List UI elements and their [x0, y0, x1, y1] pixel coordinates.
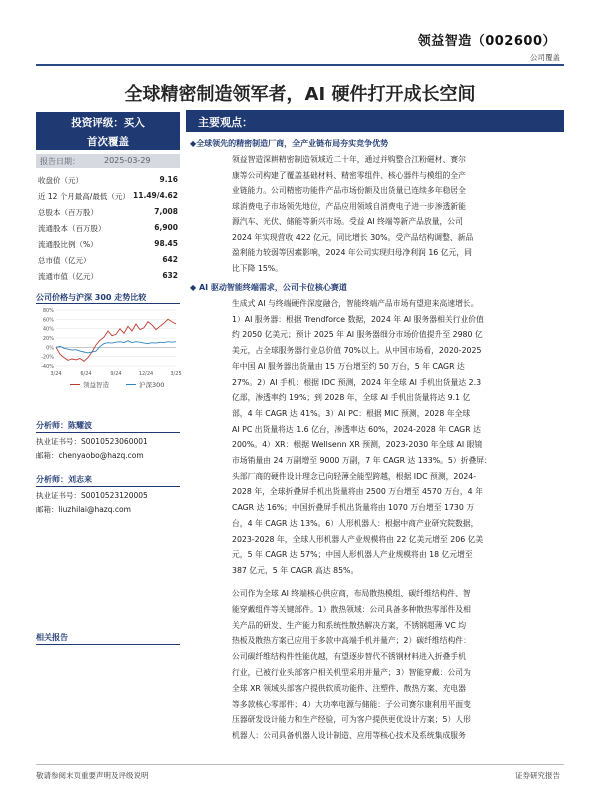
paragraph-line: 公司碳纤维结构件性能优越，有望逐步替代不锈钢材料进入折叠手机 — [232, 652, 466, 662]
x-tick-label: 6/24 — [80, 371, 92, 377]
paragraph-line: 1）AI 服务器：根据 Trendforce 数据，2024 年 AI 服务器相关行业价值 — [232, 314, 484, 324]
paragraph-line: 387 亿元，5 年 CAGR 高达 85%。 — [232, 565, 359, 575]
paragraph-line: 200%。4）XR：根据 Wellsenn XR 预测，2023-2030 年全球 AI 眼镜 — [232, 440, 483, 450]
legend-label-index: 沪深300 — [139, 381, 165, 389]
x-tick-label: 3/24 — [50, 371, 62, 377]
analyst-2-title: 分析师：刘志来 — [36, 475, 92, 484]
related-reports-rule — [36, 644, 180, 645]
coverage-status: 首次覆盖 — [87, 136, 129, 148]
footer-rule — [36, 764, 564, 765]
rating-box — [36, 112, 180, 150]
paragraph-line: 27%。2）AI 手机：根据 IDC 预测，2024 年全球 AI 手机出货量达 2.3 — [232, 377, 482, 387]
x-tick-label: 12/24 — [138, 371, 154, 377]
paragraph-line: 亿部，渗透率约 19%；到 2028 年，全球 AI 手机出货量将达 9.1 亿 — [232, 393, 471, 403]
legend-swatch-company — [70, 384, 80, 385]
paragraph-line: 年中国 AI 服务器出货量由 15 万台增至约 50 万台，5 年 CAGR 达 — [232, 361, 465, 371]
y-tick-label: 20% — [42, 336, 54, 342]
paragraph-line: 公司作为全球 AI 终端核心供应商，布局散热模组、碳纤维结构件、智 — [232, 589, 471, 598]
stat-label: 总市值（亿元） — [38, 256, 91, 265]
paragraph-line: 生成式 AI 与终端硬件深度融合，智能终端产品市场有望迎来高速增长。 — [232, 299, 479, 308]
paragraph-line: 部，4 年 CAGR 达 41%。3）AI PC：根据 MIC 预测，2028 年全球 — [232, 408, 471, 418]
paragraph-line: 头部厂商的硬件设计理念已向轻薄全能型跨越，根据 IDC 预测，2024- — [232, 471, 477, 481]
y-tick-label: 0% — [46, 345, 54, 352]
paragraph-line: 约 2050 亿美元；预计 2025 年 AI 服务器细分市场价值提升至 2980 亿 — [232, 330, 483, 340]
report-date-row — [36, 154, 180, 168]
paragraph-line: 康等公司构建了覆盖基础材料、精密零组件、核心器件与模组的全产 — [232, 170, 466, 180]
paragraph-line: 美元，占全球服务器行业总价值 70%以上。从中国市场看，2020-2025 — [232, 346, 482, 356]
y-tick-label: 40% — [42, 326, 54, 333]
x-tick-label: 9/24 — [110, 371, 122, 377]
chart-legend — [36, 380, 180, 390]
stat-label: 流通股本（百万股） — [38, 224, 106, 233]
paragraph-line: 比下降 15%。 — [232, 263, 283, 273]
analyst-1-cert: 执业证书号：S0010523060001 — [36, 437, 148, 446]
key-points-title: 主要观点： — [198, 116, 253, 129]
paragraph-line: 热板及散热方案已应用于多款中高端手机并量产；2）碳纤维结构件： — [232, 636, 471, 646]
paragraph-line: 领益智造深耕精密制造领域近二十年，通过并购整合江粉磁材、赛尔 — [232, 155, 466, 164]
paragraph-line: 市场销量由 24 万副增至 9000 万副，7 年 CAGR 达 133%。5）折叠屏： — [232, 456, 492, 465]
x-tick-label: 3/25 — [170, 371, 182, 377]
rating-label: 投资评级：买入 — [71, 117, 145, 129]
chart-title-rule — [36, 303, 180, 304]
key-points-header — [186, 110, 564, 132]
paragraph-line: 2028 年，全球折叠屏手机出货量将由 2500 万台增至 4570 万台，4 年 — [232, 487, 483, 497]
paragraph-line: 盈利能力较弱等因素影响，2024 年公司实现归母净利润 16 亿元，同 — [232, 248, 472, 257]
paragraph-line: 元，5 年 CAGR 达 57%；中国人形机器人产业规模将由 18 亿元增至 — [232, 550, 473, 560]
analyst-2-rule — [36, 486, 180, 487]
paragraph-line: 全球 XR 领域头部客户提供软质功能件、注塑件、散热方案、充电器 — [232, 683, 467, 693]
stat-label: 流通市值（亿元） — [38, 272, 98, 281]
paragraph-line: 机器人：公司具备机器人设计制造、应用等核心技术及系统集成服务 — [232, 731, 466, 741]
analyst-1-rule — [36, 432, 180, 433]
footer-report-type: 证券研究报告 — [515, 771, 560, 780]
series-line-company — [56, 319, 176, 361]
related-reports-title: 相关报告 — [36, 633, 68, 642]
paragraph-line: 关产品的研发、生产能力和系统性散热解决方案，不锈钢超薄 VC 均 — [232, 620, 467, 630]
paragraph-line: 球消费电子市场领先地位，产品应用领域自消费电子进一步渗透新能 — [232, 201, 466, 211]
footer-disclaimer[interactable]: 敬请参阅末页重要声明及评级说明 — [36, 771, 149, 780]
stat-label: 流通股比例（%） — [38, 240, 98, 249]
paragraph-line: 2023-2028 年，全球人形机器人产业规模将由 22 亿美元增至 206 亿美 — [232, 534, 484, 544]
chart-title: 公司价格与沪深 300 走势比较 — [36, 293, 147, 302]
paragraph-line: 业链能力。公司精密功能件产品市场份额及出货量已连续多年稳居全 — [232, 186, 466, 195]
analyst-1-title: 分析师：陈耀波 — [36, 421, 92, 430]
legend-label-company: 领益智造 — [83, 381, 109, 389]
analyst-2-cert: 执业证书号：S0010523120005 — [36, 491, 148, 500]
stat-value: 7,008 — [154, 207, 178, 216]
coverage-label: 公司覆盖 — [530, 53, 560, 62]
y-tick-label: -20% — [41, 354, 54, 361]
bullet-2-title: ◆ AI 驱动智能终端需求，公司卡位核心赛道 — [190, 283, 347, 292]
bullet-1-title: ◆全球领先的精密制造厂商，全产业链布局夯实竞争优势 — [190, 139, 389, 148]
series-line-index — [56, 341, 176, 353]
analyst-1-email[interactable]: 邮箱：chenyaobo@hazq.com — [36, 451, 144, 460]
stat-label: 近 12 个月最高/最低（元） — [38, 192, 130, 201]
legend-swatch-index — [126, 384, 136, 385]
company-header: 领益智造（002600） — [417, 34, 556, 49]
stat-row — [36, 268, 180, 284]
y-tick-label: 80% — [42, 308, 54, 314]
paragraph-line: 台，4 年 CAGR 达 13%。6）人形机器人：根据中商产业研究院数据， — [232, 518, 479, 528]
price-comparison-chart — [36, 306, 180, 378]
stat-value: 98.45 — [154, 239, 178, 248]
report-title: 全球精密制造领军者，AI 硬件打开成长空间 — [124, 84, 476, 105]
paragraph-line: 能穿戴组件等关键部件。1）散热领域：公司具备多种散热零部件及相 — [232, 604, 471, 614]
stat-value: 9.16 — [159, 175, 178, 184]
stat-value: 632 — [162, 271, 178, 280]
paragraph-line: CAGR 达 16%；中国折叠屏手机出货量将由 1070 万台增至 1730 万 — [232, 503, 475, 513]
stat-row — [36, 236, 180, 252]
header-rule — [36, 64, 564, 66]
paragraph-line: 行业，已被行业头部客户相关机型采用并量产；3）智能穿戴：公司为 — [232, 668, 471, 677]
stat-value: 11.49/4.62 — [133, 191, 178, 200]
report-date-value: 2025-03-29 — [104, 156, 151, 165]
paragraph-line: 压器研发设计能力和生产经验，可为客户提供更优设计方案；5）人形 — [232, 715, 471, 725]
y-tick-label: 60% — [42, 317, 54, 324]
stat-row — [36, 188, 180, 204]
paragraph-line: 等多款核心零部件；4）大功率电源与储能：子公司赛尔康利用平面变 — [232, 699, 471, 709]
paragraph-line: 源汽车、光伏、储能等新兴市场。受益 AI 终端等新产品放量，公司 — [232, 217, 463, 226]
paragraph-line: AI PC 出货量将达 1.6 亿台，渗透率达 60%，2024-2028 年 CAGR 达 — [232, 424, 481, 434]
stat-row — [36, 220, 180, 236]
stat-row — [36, 172, 180, 188]
stat-value: 6,900 — [154, 223, 178, 232]
stat-row — [36, 252, 180, 268]
report-date-label: 报告日期： — [40, 157, 80, 166]
analyst-2-email[interactable]: 邮箱：liuzhilai@hazq.com — [36, 505, 131, 514]
stat-row — [36, 204, 180, 220]
stat-label: 总股本（百万股） — [38, 208, 98, 217]
y-tick-label: -40% — [41, 364, 54, 370]
stat-label: 收盘价（元） — [38, 176, 83, 185]
paragraph-line: 2024 年实现营收 422 亿元，同比增长 30%。受产品结构调整、新品 — [232, 232, 474, 242]
stat-value: 642 — [162, 255, 178, 264]
